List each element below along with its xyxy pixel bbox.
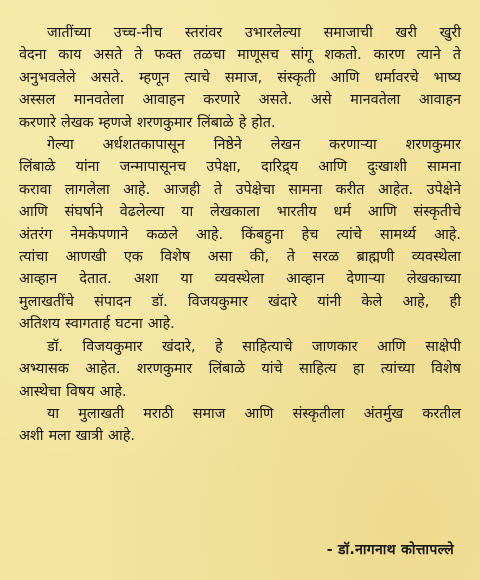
text-line: आव्हान देतात. अशा या व्यवस्थेला आव्हान देणाऱ्या लेखकाच्या — [19, 271, 461, 288]
text-line: अभ्यासक आहेत. शरणकुमार लिंबाळे यांचे साहित्य हा त्यांच्या विशेष — [19, 361, 461, 378]
text-line: करणारे लेखक म्हणजे शरणकुमार लिंबाळे हे होत. — [19, 114, 276, 131]
text-line: या मुलाखती मराठी समाज आणि संस्कृतीला अंतर्मुख करतील — [47, 405, 461, 422]
text-line: अस्सल मानवतेला आवाहन करणारे असते. असे मानवतेला आवाहन — [19, 92, 461, 109]
text-line: वेदना काय असते ते फक्त तळचा माणूसच सांगू शकतो. कारण त्याने ते — [19, 47, 461, 64]
text-line: त्यांचा आणखी एक विशेष असा की, ते सरळ ब्राह्मणी व्यवस्थेला — [19, 249, 461, 266]
text-line: अशी मला खात्री आहे. — [19, 428, 135, 445]
text-line: मुलाखतींचे संपादन डॉ. विजयकुमार खंदारे यांनी केले आहे, ही — [19, 293, 461, 310]
paragraph-4 — [19, 403, 461, 448]
text-line: लिंबाळे यांना जन्मापासूनच उपेक्षा, दारिद्र्य आणि दुःखाशी सामना — [19, 159, 461, 176]
text-line: अतिशय स्वागतार्ह घटना आहे. — [19, 316, 175, 333]
text-line: जातींच्या उच्च-नीच स्तरांवर उभारलेल्या समाजाची खरी खुरी — [47, 25, 461, 41]
text-line: अंतरंग नेमकेपणाने कळले आहे. किंबहुना हेच त्यांचे सामर्थ्य आहे. — [19, 226, 461, 243]
paragraph-3 — [19, 336, 461, 403]
text-line: अनुभवलेले असते. म्हणून त्याचे समाज, संस्कृती आणि धर्मावरचे भाष्य — [19, 69, 461, 86]
text-line: डॉ. विजयकुमार खंदारे, हे साहित्याचे जाणकार आणि साक्षेपी — [47, 338, 461, 355]
signature: - डॉ.नागनाथ कोत्तापल्ले — [326, 542, 454, 558]
text-line: गेल्या अर्धशतकापासून निष्ठेने लेखन करणाऱ्या शरणकुमार — [47, 137, 461, 154]
text-line: करावा लागलेला आहे. आजही ते उपेक्षेचा सामना करीत आहेत. उपेक्षेने — [19, 181, 461, 198]
paragraph-2 — [19, 134, 461, 336]
paragraph-1 — [19, 22, 461, 134]
blurb-text — [19, 22, 461, 448]
text-line: आणि संघर्षाने वेढलेल्या या लेखकाला भारतीय धर्म आणि संस्कृतीचे — [19, 204, 461, 221]
text-line: आस्थेचा विषय आहे. — [19, 383, 127, 400]
